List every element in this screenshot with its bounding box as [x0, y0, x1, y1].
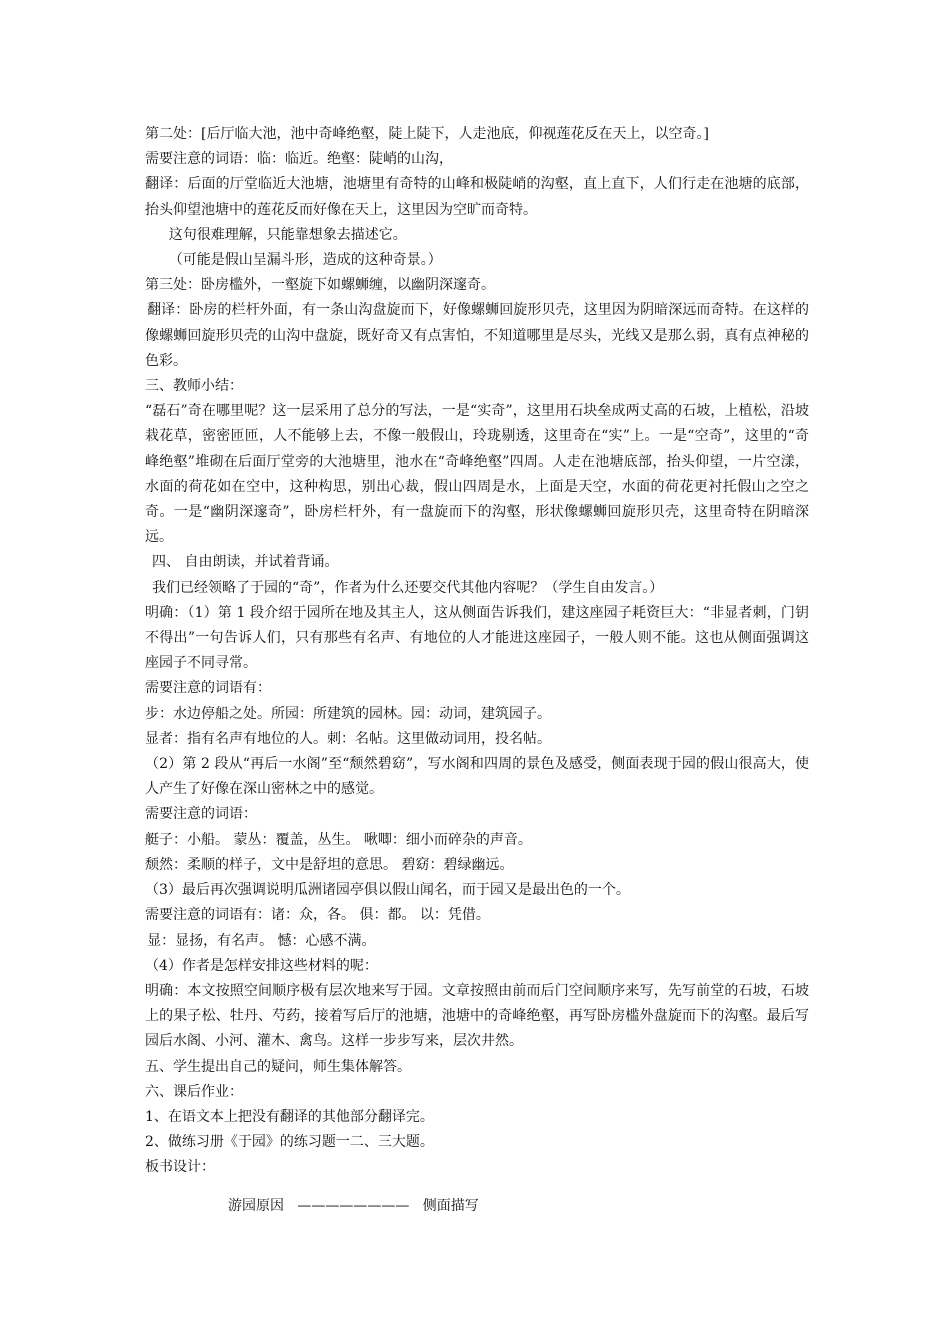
paragraph: 显：显扬，有名声。 憾：心感不满。 — [147, 932, 376, 949]
board-design-row — [228, 1194, 479, 1219]
paragraph: 2、做练习册《于园》的练习题一二、三大题。 — [145, 1134, 434, 1151]
paragraph: 我们已经领略了于园的“奇”，作者为什么还要交代其他内容呢？（学生自由发言。） — [152, 579, 664, 596]
board-left: 游园原因 — [228, 1198, 284, 1214]
paragraph: 需要注意的词语有：诸：众，各。 俱：都。 以：凭借。 — [145, 907, 490, 924]
paragraph: （3）最后再次强调说明瓜洲诸园亭俱以假山闻名，而于园又是最出色的一个。 — [145, 882, 630, 899]
paragraph: 第三处：卧房槛外，一壑旋下如螺蛳缠，以幽阴深邃奇。 — [145, 277, 495, 294]
paragraph: 六、课后作业： — [145, 1083, 243, 1100]
paragraph: 三、教师小结： — [145, 378, 243, 395]
paragraph: 颓然：柔顺的样子，文中是舒坦的意思。 碧窈：碧绿幽远。 — [145, 856, 514, 873]
board-right: 侧面描写 — [422, 1198, 479, 1214]
paragraph: 艇子：小船。 蒙丛：覆盖，丛生。 啾唧：细小而碎杂的声音。 — [145, 831, 532, 848]
paragraph: 板书设计： — [145, 1159, 215, 1176]
paragraph: 五、学生提出自己的疑问，师生集体解答。 — [145, 1058, 411, 1075]
paragraph: 四、 自由朗读，并试着背诵。 — [152, 554, 339, 571]
paragraph: （4）作者是怎样安排这些材料的呢： — [145, 957, 378, 974]
paragraph: （可能是假山呈漏斗形，造成的这种奇景。） — [168, 252, 442, 269]
paragraph: 需要注意的词语： — [145, 806, 257, 823]
paragraph: （2）第 2 段从“再后一水阁”至“颓然碧窈”，写水阁和四周的景色及感受，侧面表现于园的假山很高大，使人产生了好像在深山密林之中的感觉。 — [145, 756, 809, 798]
paragraph: 需要注意的词语：临：临近。绝壑：陡峭的山沟， — [145, 151, 453, 168]
board-dash: ———————— — [297, 1198, 410, 1214]
paragraph: 步：水边停船之处。所园：所建筑的园林。园：动词，建筑园子。 — [145, 705, 551, 722]
paragraph: 1、在语文本上把没有翻译的其他部分翻译完。 — [145, 1108, 434, 1125]
paragraph: 这句很难理解，只能靠想象去描述它。 — [168, 226, 407, 243]
paragraph: 明确：本文按照空间顺序极有层次地来写于园。文章按照由前而后门空间顺序来写，先写前堂的石坡，石坡上的果子松、牡丹、芍药，接着写后厅的池塘，池塘中的奇峰绝壑，再写卧房槛外盘旋而下的沟壑。最后写园后水阁、小河、灌木、禽鸟。这样一步步写来，层次井然。 — [145, 982, 809, 1050]
paragraph: 第二处：[后厅临大池，池中奇峰绝壑，陡上陡下，人走池底，仰视莲花反在天上，以空奇。] — [145, 126, 709, 142]
paragraph: 翻译：后面的厅堂临近大池塘，池塘里有奇特的山峰和极陡峭的沟壑，直上直下，人们行走在池塘的底部，抬头仰望池塘中的莲花反而好像在天上，这里因为空旷而奇特。 — [145, 176, 809, 218]
paragraph: “磊石”奇在哪里呢？这一层采用了总分的写法，一是“实奇”，这里用石块垒成两丈高的石坡，上植松，沿坡栽花草，密密匝匝，人不能够上去，不像一般假山，玲珑剔透，这里奇在“实”上。一是“空奇”，这里的“奇峰绝壑”堆砌在后面厅堂旁的大池塘里，池水在“奇峰绝壑”四周。人走在池塘底部，抬头仰望，一片空漾，水面的荷花如在空中，这种构思，别出心裁，假山四周是水，上面是天空，水面的荷花更衬托假山之空之奇。一是“幽阴深邃奇”，卧房栏杆外，有一盘旋而下的沟壑，形状像螺蛳回旋形贝壳，这里奇特在阴暗深远。 — [145, 403, 809, 546]
paragraph: 翻译：卧房的栏杆外面，有一条山沟盘旋而下，好像螺蛳回旋形贝壳，这里因为阴暗深远而奇特。在这样的像螺蛳回旋形贝壳的山沟中盘旋，既好奇又有点害怕，不知道哪里是尽头，光线又是那么弱，真有点神秘的色彩。 — [145, 302, 809, 369]
paragraph: 显者：指有名声有地位的人。刺：名帖。这里做动词用，投名帖。 — [145, 730, 551, 747]
paragraph: 明确：（1）第 1 段介绍于园所在地及其主人，这从侧面告诉我们，建这座园子耗资巨大：“非显者刺，门钥不得出”一句告诉人们，只有那些有名声、有地位的人才能进这座园子，一般人则不能。这也从侧面强调这座园子不同寻常。 — [145, 604, 809, 672]
paragraph: 需要注意的词语有： — [145, 680, 271, 697]
document-body — [145, 122, 809, 1181]
